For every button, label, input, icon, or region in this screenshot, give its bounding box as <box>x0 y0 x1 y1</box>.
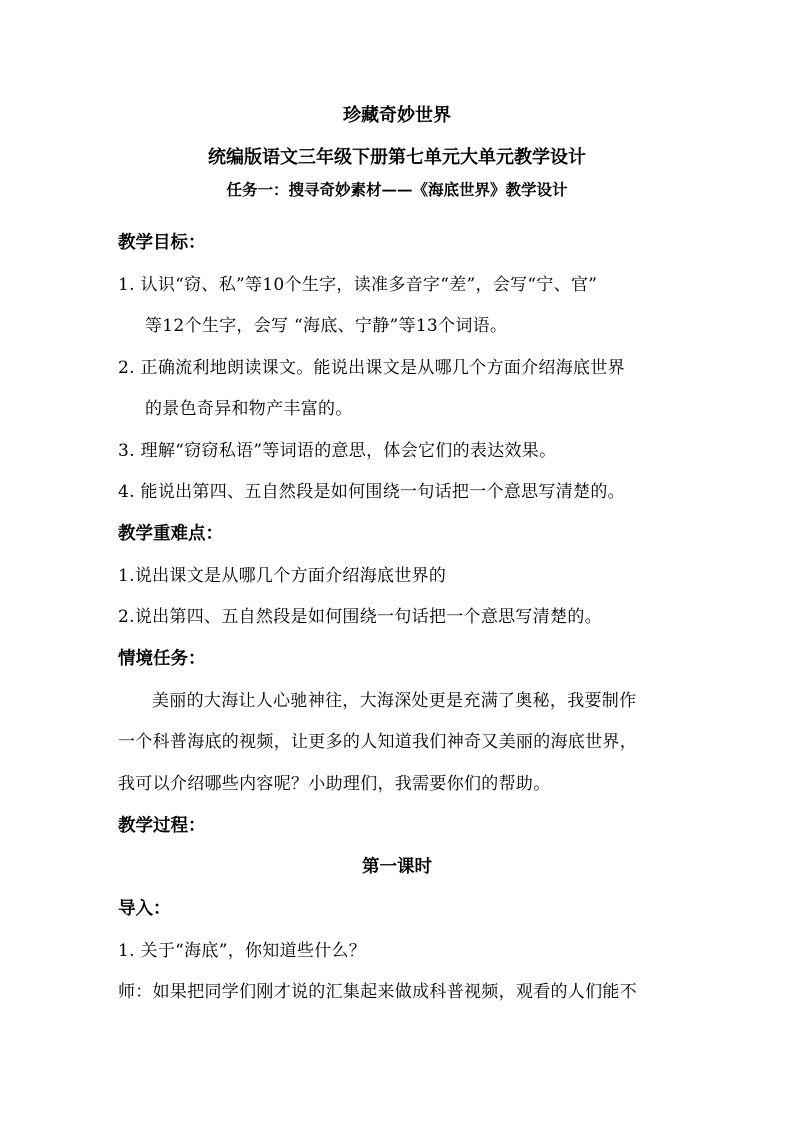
document-title: 珍藏奇妙世界 <box>343 105 451 126</box>
objective-line: 的景色奇异和物产丰富的。 <box>145 399 353 419</box>
intro-heading: 导入： <box>118 899 171 919</box>
document-subtitle-task: 任务一：搜寻奇妙素材——《海底世界》教学设计 <box>226 180 568 199</box>
objective-line: 3. 理解“窃窃私语”等词语的意思，体会它们的表达效果。 <box>118 441 557 461</box>
keypoint-line: 2.说出第四、五自然段是如何围绕一句话把一个意思写清楚的。 <box>118 607 602 627</box>
keypoints-heading: 教学重难点： <box>118 524 223 544</box>
intro-line: 1. 关于“海底”，你知道些什么？ <box>118 941 367 961</box>
intro-line: 师：如果把同学们刚才说的汇集起来做成科普视频，观看的人们能不 <box>118 982 637 1002</box>
objectives-heading: 教学目标： <box>118 233 206 253</box>
lesson-heading: 第一课时 <box>362 857 432 877</box>
objective-line: 等12个生字，会写 “海底、宁静”等13个词语。 <box>145 316 508 336</box>
scenario-line: 美丽的大海让人心驰神往，大海深处更是充满了奥秘，我要制作 <box>152 691 637 711</box>
scenario-line: 我可以介绍哪些内容呢？小助理们，我需要你们的帮助。 <box>118 774 551 794</box>
objective-line: 2. 正确流利地朗读课文。能说出课文是从哪几个方面介绍海底世界 <box>118 358 625 378</box>
scenario-line: 一个科普海底的视频，让更多的人知道我们神奇又美丽的海底世界， <box>118 732 637 752</box>
document-subtitle-unit: 统编版语文三年级下册第七单元大单元教学设计 <box>208 147 586 168</box>
process-heading: 教学过程： <box>118 816 206 836</box>
objective-line: 1. 认识“窃、私”等10个生字，读准多音字“差”，会写“宁、官” <box>118 275 598 295</box>
objective-line: 4. 能说出第四、五自然段是如何围绕一句话把一个意思写清楚的。 <box>118 482 625 502</box>
keypoint-line: 1.说出课文是从哪几个方面介绍海底世界的 <box>118 566 447 586</box>
scenario-heading: 情境任务： <box>118 649 206 669</box>
